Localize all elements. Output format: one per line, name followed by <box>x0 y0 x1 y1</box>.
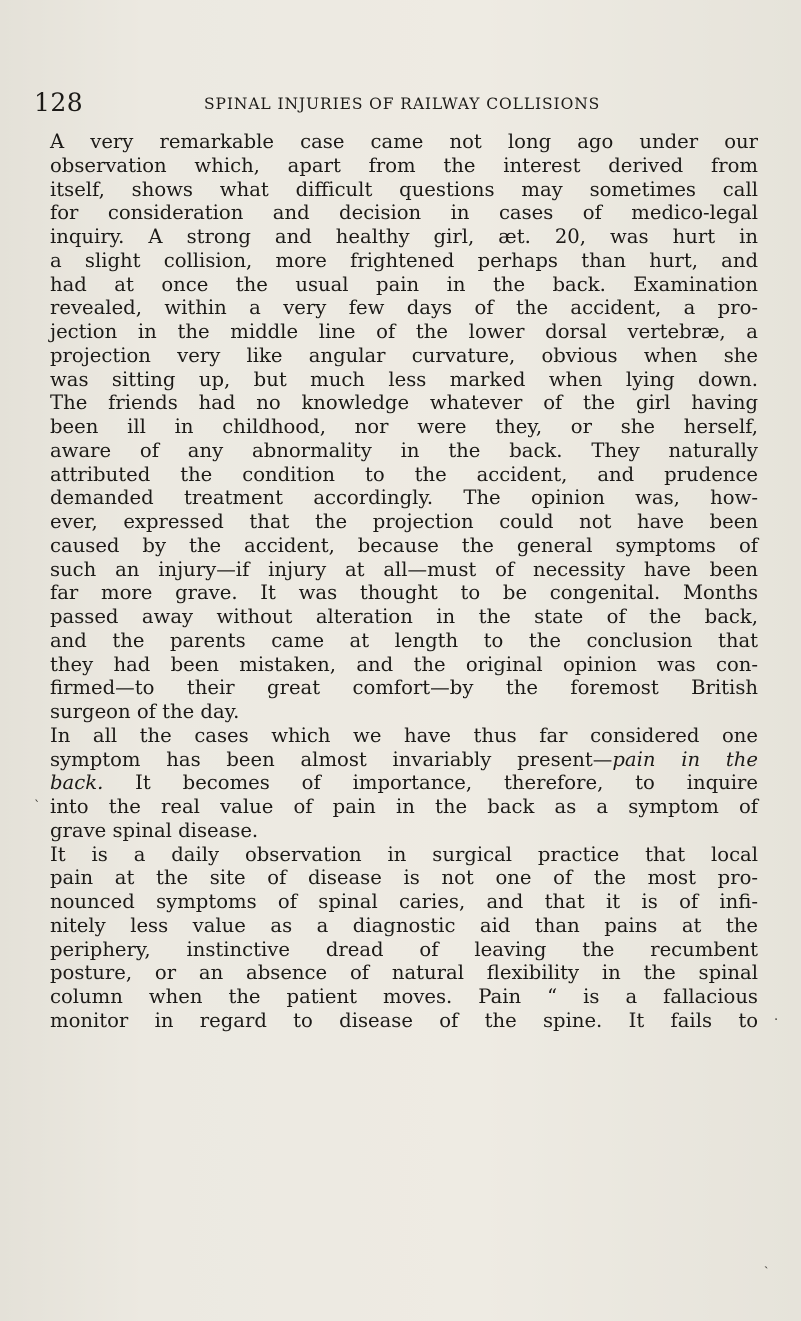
text-line: The friends had no knowledge whatever of the girl having <box>50 391 758 415</box>
text-line: nitely less value as a diagnostic aid than pains at the <box>50 913 758 937</box>
print-speck: ˏ <box>764 1255 769 1270</box>
text-line: posture, or an absence of natural flexibility in the spinal <box>50 961 758 985</box>
print-speck: . <box>774 1009 779 1024</box>
running-head: SPINAL INJURIES OF RAILWAY COLLISIONS <box>204 95 601 113</box>
text-line: In all the cases which we have thus far considered one <box>50 723 758 747</box>
text-line: projection very like angular curvature, obvious when she <box>50 343 758 367</box>
text-line: inquiry. A strong and healthy girl, æt. 20, was hurt in <box>50 225 758 248</box>
text-line: was sitting up, but much less marked when lying down. <box>50 367 758 391</box>
text-line: grave spinal disease. <box>50 818 259 842</box>
print-speck: ˋ <box>34 799 41 814</box>
text-line: such an injury—if injury at all—must of necessity have been <box>50 557 758 581</box>
text-line-mixed <box>50 748 758 772</box>
text-line: had at once the usual pain in the back. Examination <box>50 272 758 296</box>
text-line: observation which, apart from the interest derived from <box>50 153 758 177</box>
text-line: jection in the middle line of the lower dorsal vertebræ, a <box>50 320 758 343</box>
text-line: attributed the condition to the accident, and prudence <box>50 462 758 486</box>
text-line: pain at the site of disease is not one of the most pro- <box>50 866 758 890</box>
text-line: they had been mistaken, and the original opinion was con- <box>50 652 758 676</box>
text-line: demanded treatment accordingly. The opinion was, how- <box>50 486 758 510</box>
page-number: 128 <box>34 88 84 117</box>
body-text <box>50 130 758 1033</box>
text-line: ever, expressed that the projection could not have been <box>50 510 758 533</box>
text-run: symptom has been almost invariably present— <box>50 747 613 771</box>
text-line: A very remarkable case came not long ago under our <box>50 130 758 153</box>
text-line: firmed—to their great comfort—by the foremost British <box>50 676 758 700</box>
text-line: aware of any abnormality in the back. They naturally <box>50 438 758 462</box>
text-line: itself, shows what difficult questions may sometimes call <box>50 177 758 201</box>
text-line: It is a daily observation in surgical practice that local <box>50 842 758 866</box>
text-line: for consideration and decision in cases of medico-legal <box>50 201 758 225</box>
text-line: column when the patient moves. Pain “ is a fallacious <box>50 985 758 1008</box>
page-header <box>34 88 774 118</box>
text-line: monitor in regard to disease of the spine. It fails to <box>50 1008 758 1032</box>
text-line: nounced symptoms of spinal caries, and that it is of infi- <box>50 890 758 913</box>
text-line: passed away without alteration in the state of the back, <box>50 605 758 628</box>
text-line: revealed, within a very few days of the accident, a pro- <box>50 296 758 320</box>
text-line: a slight collision, more frightened perhaps than hurt, and <box>50 248 758 272</box>
text-line: far more grave. It was thought to be congenital. Months <box>50 581 758 605</box>
text-line: caused by the accident, because the general symptoms of <box>50 533 758 557</box>
text-line: and the parents came at length to the conclusion that <box>50 628 758 652</box>
text-line: been ill in childhood, nor were they, or she herself, <box>50 415 758 438</box>
text-line: into the real value of pain in the back as a symptom of <box>50 795 758 818</box>
italic-text: pain in the <box>612 747 758 771</box>
text-line: periphery, instinctive dread of leaving the recumbent <box>50 937 758 961</box>
text-run: It becomes of importance, therefore, to inquire <box>103 771 758 795</box>
text-line-mixed <box>50 771 758 795</box>
italic-text: back. <box>50 771 104 795</box>
text-line: surgeon of the day. <box>50 700 240 723</box>
